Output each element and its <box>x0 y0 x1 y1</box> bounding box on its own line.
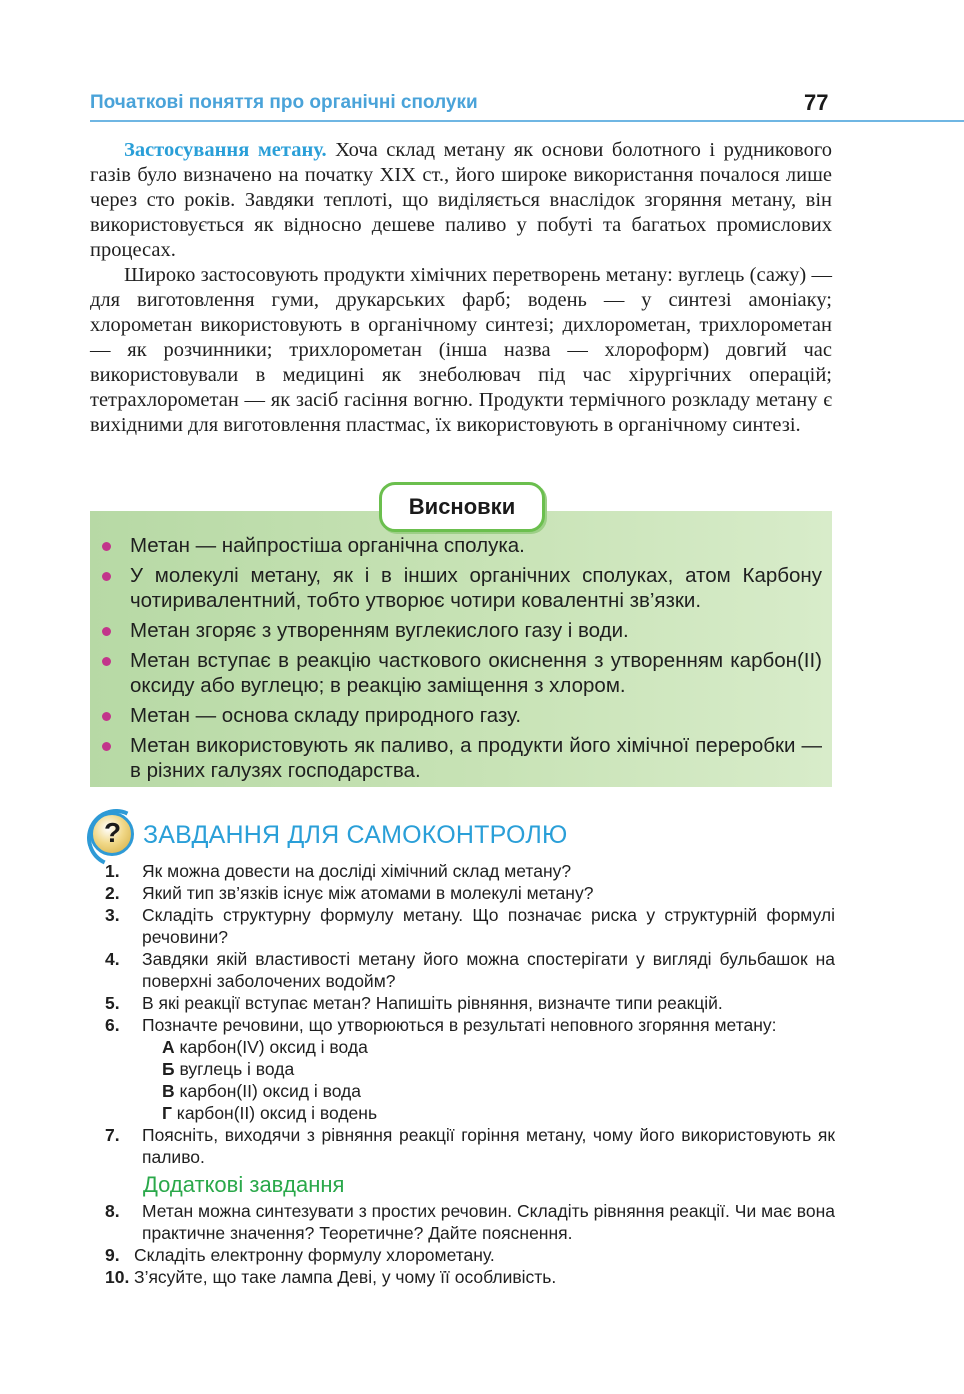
question-mark-icon: ? <box>90 812 134 856</box>
section-lead: Застосування метану. <box>124 139 327 161</box>
bullet-dot-icon <box>102 572 111 581</box>
bullet-dot-icon <box>102 542 111 551</box>
conclusion-item: Метан — основа складу природного газу. <box>90 703 832 728</box>
answer-option: Б вуглець і вода <box>162 1059 295 1079</box>
task-item: 4. Завдяки якій властивості метану його можна спостерігати у вигляді бульбашок на поверхні заболочених водойм? <box>105 949 835 991</box>
task-item: 7. Поясніть, виходячи з рівняння реакції горіння метану, чому його використовують як паливо. <box>105 1125 835 1167</box>
paragraph-text: Хоча склад метану як основи болотного і рудникового газів було визначено на початку XIX ст., його широке використання почалося лише через сто років. Завдяки теплоті, що виділяється внаслідок згоряння метану, він використовується як відносно дешеве паливо у побуті та багатьох промислових процесах. <box>90 139 832 261</box>
conclusion-item: Метан вступає в реакцію часткового окиснення з утворенням карбон(II) оксиду або вуглецю; в реакцію заміщення з хлором. <box>90 648 832 698</box>
bullet-dot-icon <box>102 657 111 666</box>
main-text <box>90 138 832 438</box>
bullet-dot-icon <box>102 742 111 751</box>
tasks-list <box>105 860 835 1288</box>
task-item: 3. Складіть структурну формулу метану. Що позначає риска у структурній формулі речовини? <box>105 905 835 947</box>
task-item: 1. Як можна довести на досліді хімічний склад метану? <box>105 861 572 881</box>
bullet-dot-icon <box>102 712 111 721</box>
conclusions-title: Висновки <box>379 482 545 532</box>
task-item: 10. З’ясуйте, що таке лампа Деві, у чому її особливість. <box>105 1267 557 1287</box>
paragraph-products: Широко застосовують продукти хімічних перетворень метану: вуглець (сажу) — для виготовлення гуми, друкарських фарб; водень — у синтезі амоніаку; хлорометан використовують в органічному синтезі; дихлорометан, трихлорометан — як розчинники; трихлорометан (інша назва — хлороформ) довгий час використовували в медицині як знеболювач під час хірургічних операцій; тетрахлорометан — як засіб гасіння вогню. Продукти термічного розкладу метану є вихідними для виготовлення пластмас, їх використовують в органічному синтезі. <box>90 264 832 436</box>
task-item: 6. Позначте речовини, що утворюються в результаті неповного згоряння метану: <box>105 1015 777 1035</box>
chapter-title: Початкові поняття про органічні сполуки <box>90 92 478 113</box>
task-item: 9. Складіть електронну формулу хлорометану. <box>105 1245 495 1265</box>
task-item: 8. Метан можна синтезувати з простих речовин. Складіть рівняння реакції. Чи має вона практичне значення? Теоретичне? Дайте пояснення. <box>105 1201 835 1243</box>
task-item: 2. Який тип зв’язків існує між атомами в молекулі метану? <box>105 883 594 903</box>
header-divider <box>90 120 964 122</box>
bullet-dot-icon <box>102 627 111 636</box>
answer-option: В карбон(II) оксид і вода <box>162 1081 361 1101</box>
answer-option: А карбон(IV) оксид і вода <box>162 1037 368 1057</box>
answer-option: Г карбон(II) оксид і водень <box>162 1103 378 1123</box>
page-number: 77 <box>804 90 829 115</box>
page-header <box>90 92 964 120</box>
conclusions-list <box>90 533 832 788</box>
conclusion-item: Метан використовують як паливо, а продукти його хімічної переробки — в різних галузях господарства. <box>90 733 832 783</box>
paragraph-methane-use <box>90 138 832 263</box>
self-check-title: ЗАВДАННЯ ДЛЯ САМОКОНТРОЛЮ <box>143 821 568 849</box>
extra-tasks-title: Додаткові завдання <box>143 1172 345 1197</box>
task-item: 5. В які реакції вступає метан? Напишіть рівняння, визначте типи реакцій. <box>105 993 723 1013</box>
conclusion-item: Метан — найпростіша органічна сполука. <box>90 533 832 558</box>
conclusion-item: Метан згоряє з утворенням вуглекислого газу і води. <box>90 618 832 643</box>
conclusion-item: У молекулі метану, як і в інших органічних сполуках, атом Карбону чотиривалентний, тобто утворює чотири ковалентні зв’язки. <box>90 563 832 613</box>
